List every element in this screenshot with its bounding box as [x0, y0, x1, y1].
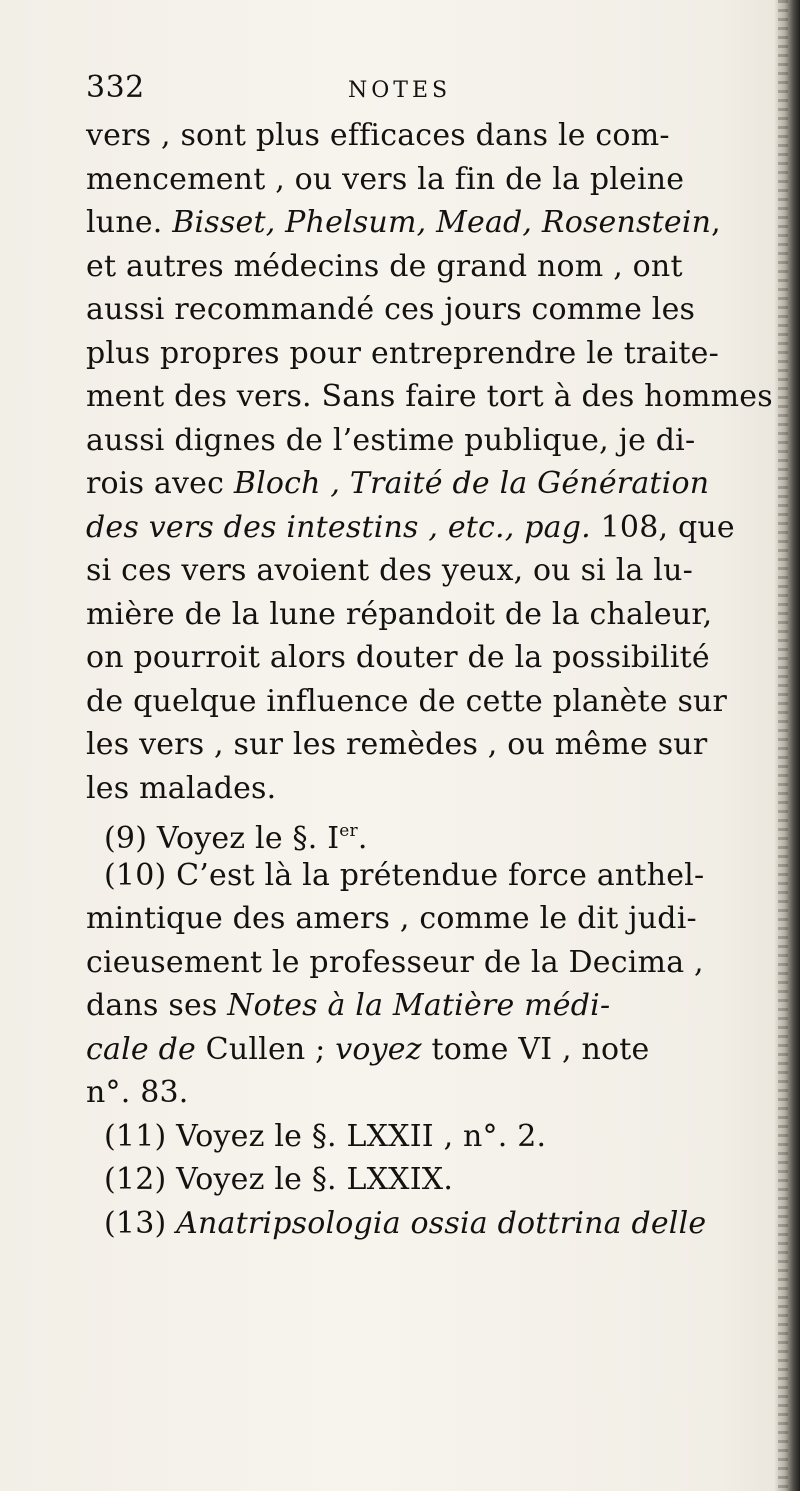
text-line-15: les vers , sur les remèdes , ou même sur: [86, 727, 708, 762]
page-number: 332: [86, 70, 145, 105]
note-12: (12) Voyez le §. LXXIX.: [104, 1162, 454, 1197]
text-line-4: et autres médecins de grand nom , ont: [86, 248, 683, 284]
text-line-21: dans ses Notes à la Matière médi-: [86, 988, 611, 1023]
text-line-20: cieusement le professeur de la Decima ,: [86, 944, 704, 980]
text-line-1: vers , sont plus efficaces dans le com-: [86, 118, 670, 153]
note-11: (11) Voyez le §. LXXII , n°. 2.: [104, 1118, 547, 1154]
page-header: [86, 70, 466, 110]
text-line-7: ment des vers. Sans faire tort à des hommes: [86, 379, 773, 414]
note-9: (9) Voyez le §. Ier.: [104, 821, 368, 856]
note-13: (13) Anatripsologia ossia dottrina delle: [104, 1205, 707, 1241]
text-line-2: mencement , ou vers la fin de la pleine: [86, 161, 685, 197]
text-line-6: plus propres pour entreprendre le traite-: [86, 335, 719, 371]
text-line-10: des vers des intestins , etc., pag. 108, que: [86, 509, 735, 545]
text-line-9: rois avec Bloch , Traité de la Génération: [86, 466, 710, 501]
text-line-13: on pourroit alors douter de la possibilité: [86, 640, 710, 675]
text-line-19: mintique des amers , comme le dit judi-: [86, 901, 697, 936]
text-line-12: mière de la lune répandoit de la chaleur,: [86, 596, 713, 632]
page-edge-texture: [778, 0, 788, 1491]
text-line-22: cale de Cullen ; voyez tome VI , note: [86, 1031, 650, 1067]
notes-text-block: [86, 114, 773, 1245]
text-line-16: les malades.: [86, 770, 277, 806]
text-line-5: aussi recommandé ces jours comme les: [86, 292, 696, 327]
text-line-8: aussi dignes de l’estime publique, je di-: [86, 422, 696, 458]
running-head: NOTES: [348, 78, 452, 103]
text-line-23: n°. 83.: [86, 1075, 189, 1110]
text-line-3: lune. Bisset, Phelsum, Mead, Rosenstein,: [86, 205, 721, 240]
note-10: (10) C’est là la prétendue force anthel-: [104, 857, 705, 893]
text-line-14: de quelque influence de cette planète sur: [86, 683, 728, 719]
text-line-11: si ces vers avoient des yeux, ou si la lu-: [86, 553, 693, 588]
